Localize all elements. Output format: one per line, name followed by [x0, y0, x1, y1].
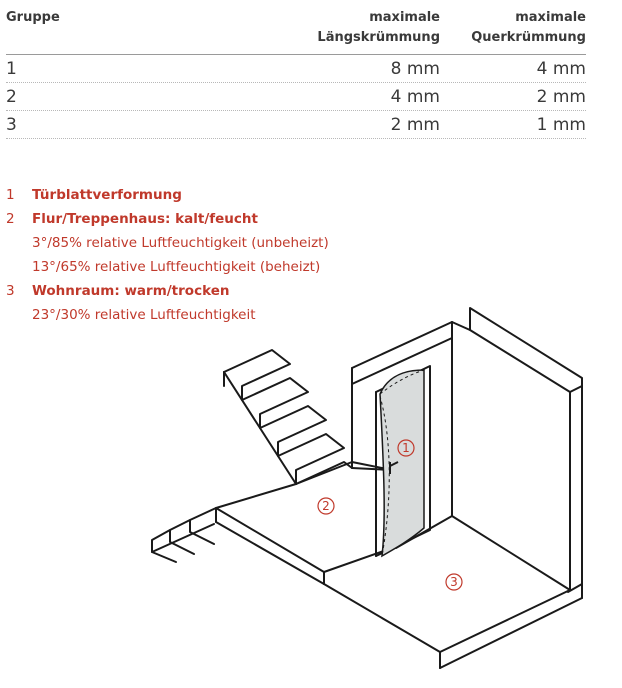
header-laengs: maximale Längskrümmung	[317, 10, 440, 45]
cell-laengs: 2 mm	[390, 115, 440, 135]
cell-group: 3	[6, 115, 17, 135]
svg-text:3: 3	[450, 575, 458, 589]
cell-laengs: 8 mm	[390, 59, 440, 79]
cell-quer: 4 mm	[536, 59, 586, 79]
svg-text:2: 2	[322, 499, 330, 513]
legend-number: 2	[6, 211, 15, 227]
legend-number: 1	[6, 187, 15, 203]
cell-quer: 1 mm	[536, 115, 586, 135]
marker-2	[318, 498, 334, 514]
upper-staircase	[224, 350, 352, 484]
legend-detail: 13°/65% relative Luftfeuchtigkeit (beheizt)	[32, 259, 321, 275]
svg-text:1: 1	[402, 441, 410, 455]
lower-staircase	[152, 508, 216, 562]
cell-group: 2	[6, 87, 17, 107]
legend-detail: 23°/30% relative Luftfeuchtigkeit	[32, 307, 256, 323]
cell-laengs: 4 mm	[390, 87, 440, 107]
cell-group: 1	[6, 59, 17, 79]
landing-floor	[216, 462, 392, 584]
header-quer: maximale Querkrümmung	[471, 10, 586, 45]
room-walls	[324, 308, 582, 668]
legend-number: 3	[6, 283, 15, 299]
cell-quer: 2 mm	[536, 87, 586, 107]
header-group: Gruppe	[6, 10, 60, 25]
legend-title: Wohnraum: warm/trocken	[32, 283, 230, 299]
door-leaf	[380, 370, 424, 556]
legend-title: Flur/Treppenhaus: kalt/feucht	[32, 211, 258, 227]
marker-3	[446, 574, 462, 590]
legend-title: Türblattverformung	[32, 187, 182, 203]
legend-detail: 3°/85% relative Luftfeuchtigkeit (unbeheizt)	[32, 235, 329, 251]
